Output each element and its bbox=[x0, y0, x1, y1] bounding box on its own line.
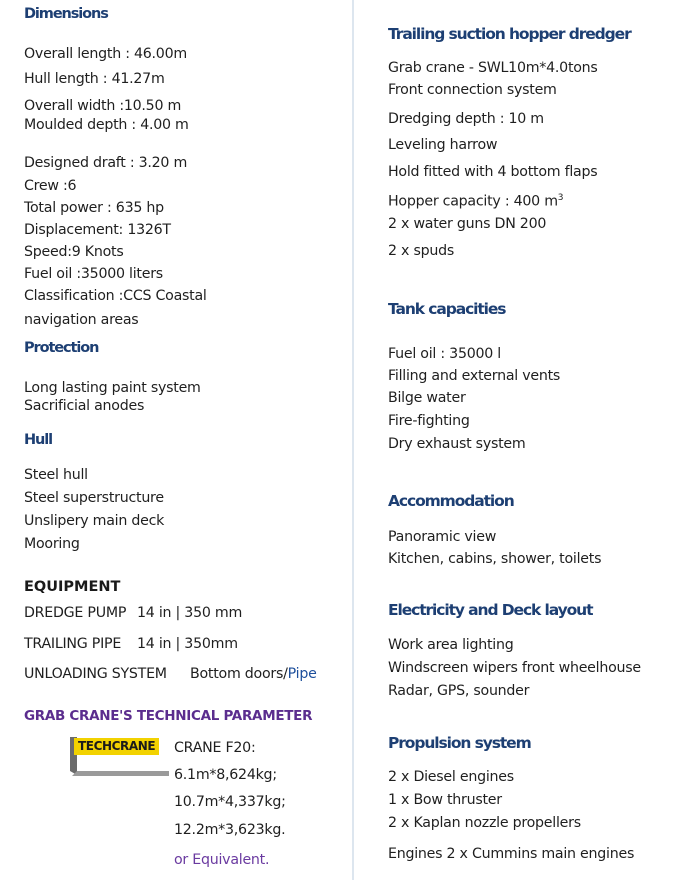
propulsion-line: 2 x Diesel engines bbox=[388, 769, 514, 785]
crane-spec: 6.1m*8,624kg; bbox=[174, 767, 277, 783]
electricity-line: Windscreen wipers front wheelhouse bbox=[388, 660, 641, 676]
dimensions-line: Designed draft : 3.20 m bbox=[24, 155, 188, 171]
equipment-heading: EQUIPMENT bbox=[24, 579, 121, 595]
dimensions-line: Total power : 635 hp bbox=[24, 200, 164, 216]
tank-line: Bilge water bbox=[388, 390, 466, 406]
dimensions-line: Displacement: 1326T bbox=[24, 222, 171, 238]
propulsion-line: 2 x Kaplan nozzle propellers bbox=[388, 815, 581, 831]
hull-line: Unslipery main deck bbox=[24, 513, 165, 529]
dimensions-line: Fuel oil :35000 liters bbox=[24, 266, 163, 282]
hull-line: Steel superstructure bbox=[24, 490, 164, 506]
trailing-line: Dredging depth : 10 m bbox=[388, 111, 544, 127]
propulsion-line: Engines 2 x Cummins main engines bbox=[388, 846, 635, 862]
electricity-heading: Electricity and Deck layout bbox=[388, 601, 593, 619]
trailing-line bbox=[388, 190, 563, 211]
equipment-value: 14 in | 350 mm bbox=[137, 605, 243, 621]
grab-crane-heading: GRAB CRANE'S TECHNICAL PARAMETER bbox=[24, 708, 313, 724]
electricity-line: Work area lighting bbox=[388, 637, 514, 653]
dimensions-line: Classification :CCS Coastal bbox=[24, 288, 207, 304]
tank-line: Filling and external vents bbox=[388, 368, 561, 384]
propulsion-heading: Propulsion system bbox=[388, 734, 531, 752]
tank-heading: Tank capacities bbox=[388, 300, 506, 318]
dimensions-line: Moulded depth : 4.00 m bbox=[24, 117, 189, 133]
dimensions-line: Overall length : 46.00m bbox=[24, 46, 187, 62]
dimensions-line: Crew :6 bbox=[24, 178, 77, 194]
unloading-value-accent: Pipe bbox=[287, 666, 317, 682]
trailing-line: 2 x water guns DN 200 bbox=[388, 216, 547, 232]
accommodation-heading: Accommodation bbox=[388, 492, 514, 510]
dimensions-line: Overall width :10.50 m bbox=[24, 98, 182, 114]
equipment-label: DREDGE PUMP bbox=[24, 605, 127, 621]
tank-line: Fuel oil : 35000 l bbox=[388, 346, 502, 362]
equipment-label: UNLOADING SYSTEM bbox=[24, 666, 167, 682]
dimensions-heading: Dimensions bbox=[24, 6, 108, 22]
trailing-line: 2 x spuds bbox=[388, 243, 454, 259]
protection-line: Long lasting paint system bbox=[24, 380, 201, 396]
equipment-label: TRAILING PIPE bbox=[24, 636, 122, 652]
electricity-line: Radar, GPS, sounder bbox=[388, 683, 530, 699]
tank-line: Dry exhaust system bbox=[388, 436, 526, 452]
equivalent-note: or Equivalent. bbox=[174, 852, 270, 868]
trailing-line: Grab crane - SWL10m*4.0tons bbox=[388, 60, 598, 76]
hull-line: Mooring bbox=[24, 536, 80, 552]
dimensions-line: Hull length : 41.27m bbox=[24, 71, 165, 87]
tank-line: Fire-fighting bbox=[388, 413, 470, 429]
techcrane-logo bbox=[70, 735, 169, 776]
accommodation-line: Panoramic view bbox=[388, 529, 497, 545]
equipment-value bbox=[190, 666, 317, 683]
protection-line: Sacrificial anodes bbox=[24, 398, 145, 414]
crane-model: CRANE F20: bbox=[174, 740, 256, 756]
trailing-line: Hold fitted with 4 bottom flaps bbox=[388, 164, 598, 180]
dimensions-line: navigation areas bbox=[24, 312, 139, 328]
column-divider bbox=[352, 0, 354, 880]
propulsion-line: 1 x Bow thruster bbox=[388, 792, 502, 808]
hull-heading: Hull bbox=[24, 432, 52, 448]
equipment-value: 14 in | 350mm bbox=[137, 636, 238, 652]
protection-heading: Protection bbox=[24, 340, 99, 356]
hull-line: Steel hull bbox=[24, 467, 88, 483]
hopper-capacity: Hopper capacity : 400 m bbox=[388, 193, 558, 210]
crane-spec: 12.2m*3,623kg. bbox=[174, 822, 286, 838]
hopper-unit-sup: 3 bbox=[557, 193, 564, 203]
dimensions-line: Speed:9 Knots bbox=[24, 244, 124, 260]
accommodation-line: Kitchen, cabins, shower, toilets bbox=[388, 551, 602, 567]
trailing-line: Leveling harrow bbox=[388, 137, 498, 153]
trailing-heading: Trailing suction hopper dredger bbox=[388, 25, 631, 43]
logo-text: TECHCRANE bbox=[74, 738, 159, 755]
crane-spec: 10.7m*4,337kg; bbox=[174, 794, 286, 810]
unloading-value: Bottom doors/ bbox=[190, 666, 288, 682]
trailing-line: Front connection system bbox=[388, 82, 557, 98]
